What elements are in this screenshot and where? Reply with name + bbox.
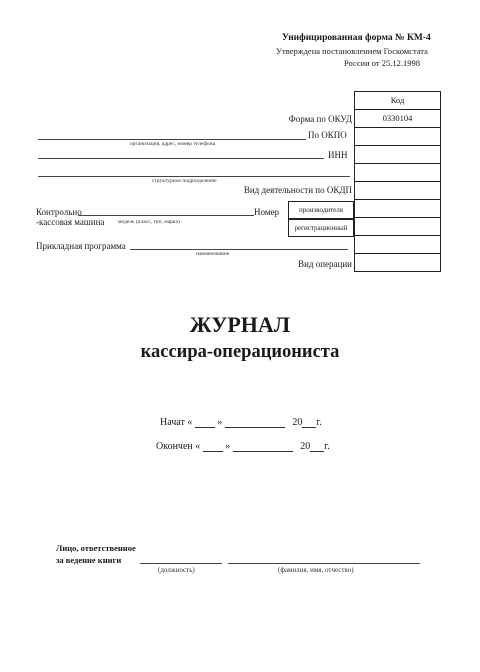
- subdivision-hint: структурное подразделение: [152, 178, 217, 184]
- manufacturer-box: производителя: [288, 201, 354, 219]
- okdp-code-cell[interactable]: [354, 182, 441, 200]
- program-hint: наименование: [196, 251, 230, 257]
- end-year-field[interactable]: [310, 441, 324, 452]
- operation-label: Вид операции: [298, 259, 352, 269]
- start-day-field[interactable]: [195, 417, 215, 428]
- okpo-label: По ОКПО: [308, 130, 347, 140]
- end-date-row: [156, 441, 330, 452]
- okdp-label: Вид деятельности по ОКДП: [243, 185, 352, 195]
- position-hint: (должность): [158, 566, 195, 574]
- registration-number-cell[interactable]: [354, 218, 441, 236]
- program-line[interactable]: [130, 249, 348, 250]
- end-month-field[interactable]: [233, 441, 293, 452]
- okud-code-cell[interactable]: 0330104: [354, 110, 441, 128]
- approval-date: России от 25.12.1998: [344, 58, 420, 68]
- okpo-code-cell[interactable]: [354, 128, 441, 146]
- fullname-hint: (фамилия, имя, отчество): [278, 566, 354, 574]
- kkm-model-line[interactable]: [78, 215, 254, 216]
- form-name: Унифицированная форма № КМ-4: [282, 33, 431, 43]
- end-year-prefix: 20: [300, 441, 311, 452]
- subdivision-code-cell[interactable]: [354, 164, 441, 182]
- inn-line[interactable]: [38, 158, 324, 159]
- kkm-label-line2: -кассовая машина: [36, 217, 105, 227]
- registration-box: регистрационный: [288, 219, 354, 237]
- subdivision-line[interactable]: [38, 176, 350, 177]
- number-label: Номер: [254, 207, 280, 217]
- end-quote: »: [225, 441, 231, 452]
- codes-head: Код: [354, 91, 441, 110]
- program-label: Прикладная программа: [36, 241, 126, 251]
- position-line[interactable]: [140, 563, 222, 564]
- end-year-suffix: г.: [324, 441, 330, 452]
- end-label: Окончен «: [156, 441, 201, 452]
- responsible-label-line2: за ведение книги: [56, 555, 122, 565]
- organization-line[interactable]: [38, 139, 306, 140]
- kkm-model-hint: модель (класс, тип, марка): [118, 219, 180, 225]
- organization-hint: организация, адрес, номер телефона: [130, 141, 216, 147]
- inn-label: ИНН: [328, 150, 348, 160]
- start-year-field[interactable]: [302, 417, 316, 428]
- manufacturer-number-cell[interactable]: [354, 200, 441, 218]
- start-label: Начат «: [160, 417, 193, 428]
- journal-subtitle: кассира-операциониста: [140, 342, 340, 362]
- approval-text: Утверждена постановлением Госкомстата: [276, 46, 428, 56]
- kkm-label-line1: Контрольно: [36, 207, 82, 217]
- inn-code-cell[interactable]: [354, 146, 441, 164]
- start-year-prefix: 20: [292, 417, 303, 428]
- codes-table: [354, 91, 441, 272]
- start-quote: »: [217, 417, 223, 428]
- responsible-label-line1: Лицо, ответственное: [56, 543, 136, 553]
- start-year-suffix: г.: [316, 417, 322, 428]
- program-code-cell[interactable]: [354, 236, 441, 254]
- start-month-field[interactable]: [225, 417, 285, 428]
- okud-label: Форма по ОКУД: [288, 114, 352, 124]
- journal-title: ЖУРНАЛ: [189, 312, 291, 337]
- operation-code-cell[interactable]: [354, 254, 441, 272]
- start-date-row: [160, 417, 322, 428]
- end-day-field[interactable]: [203, 441, 223, 452]
- fullname-line[interactable]: [228, 563, 420, 564]
